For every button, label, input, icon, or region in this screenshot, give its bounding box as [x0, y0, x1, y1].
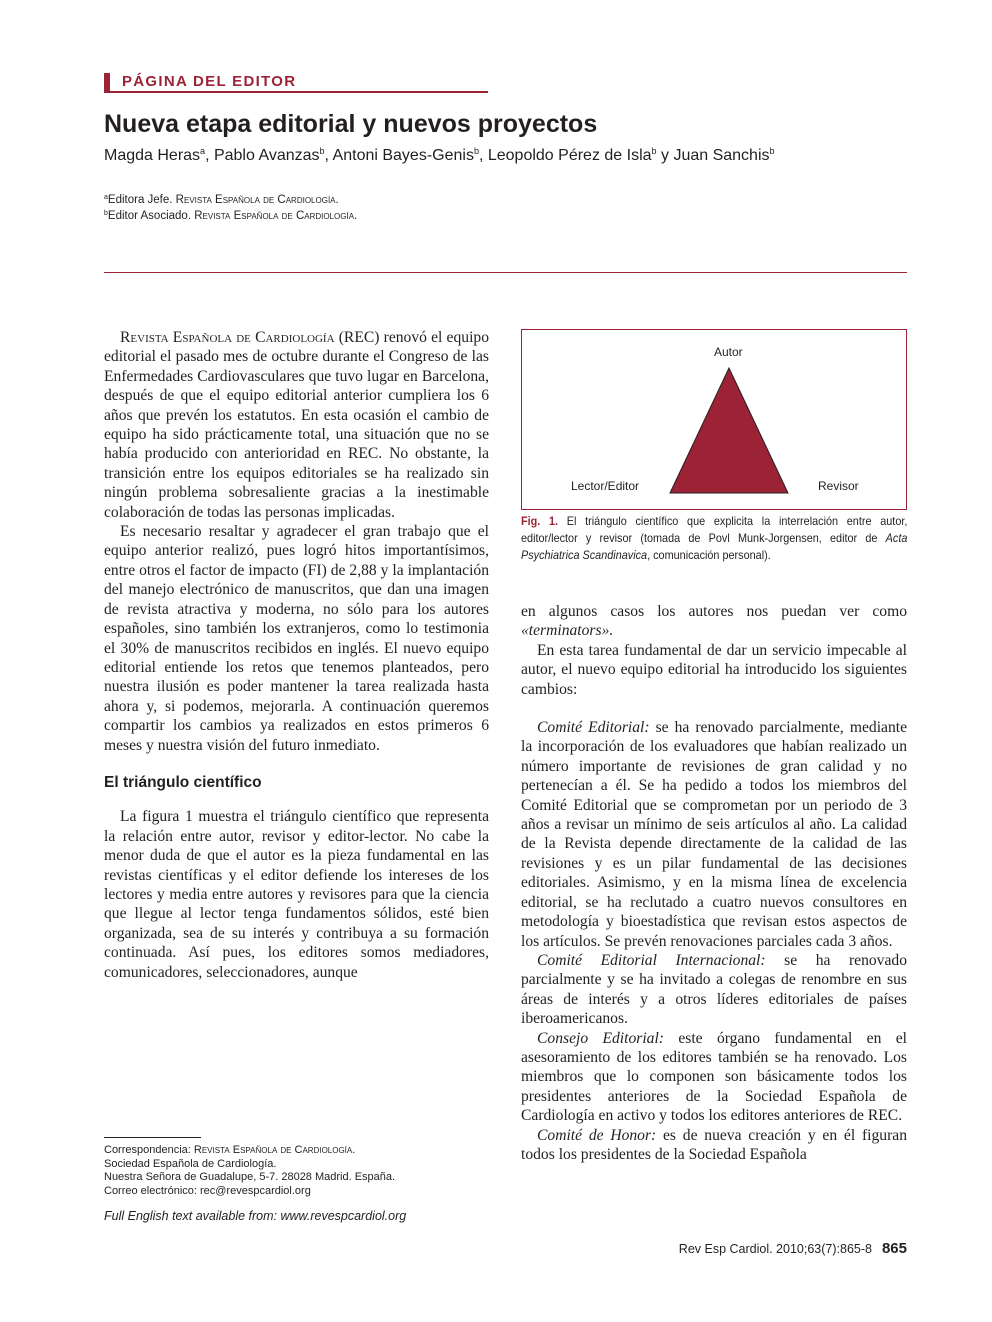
affiliation-role: Editor Asociado. [107, 210, 195, 222]
page-number: 865 [881, 1240, 907, 1257]
author-name: Magda Heras [104, 147, 201, 164]
paragraph: Es necesario resaltar y agradecer el gran trabajo que el equipo anterior realizó, pues logró hitos importantísimos, entre otros el factor de impacto (FI) de 2,88 y la implantación del manejo electrónico de manuscritos, que dan una imagen de revista atractiva y moderna, no sólo para los autores españoles, sino también los extranjeros, como lo testimonia el 30% de manuscritos recibidos en inglés. El nuevo equipo editorial entiende los retos que tenemos planteados, pero nuestra ilusión es poder mantener la tarea realizada hasta ahora y, si podemos, mejorarla. A continuación queremos compartir los cambios ya realizados en estos primeros 6 meses y nuestra visión del futuro inmediato. [104, 523, 489, 754]
figure-box [521, 329, 907, 510]
article-title: Nueva etapa editorial y nuevos proyectos [104, 110, 598, 138]
affiliation-journal: Revista Española de Cardiología. [175, 194, 339, 206]
affiliation-b [104, 210, 357, 222]
paragraph: La figura 1 muestra el triángulo científico que representa la relación entre autor, revisor y editor-lector. No cabe la menor duda de que el autor es la pieza fundamental en las revistas científicas y el editor defiende los intereses de los lectores y media entre autores y revisores para que la ciencia que llegue al lector tenga fundamentos sólidos, esté bien organizada, sea de su interés y contribuya a su formación continuada. Así pues, los editores somos mediadores, comunicadores, seleccionadores, aunque [104, 808, 489, 981]
paragraph-text: es de nueva creación y en él figuran todos los presidentes de la Sociedad Española [521, 1126, 907, 1163]
caption-journal: Acta Psychiatrica Scandinavica [521, 531, 908, 562]
author-sup: b [319, 146, 325, 156]
item-lead: Comité Editorial: [537, 719, 650, 737]
paragraph-text: (REC) renovó el equipo editorial el pasado mes de octubre durante el Congreso de las Enfermedades Cardiovasculares que tuvo lugar en Barcelona, después de que el equipo editorial anterior cumpliera los 6 años que prevén los estatutos. En esta ocasión el cambio de equipo ha sido prácticamente total, una situación que no se había producido con anterioridad en REC. No obstante, la transición entre los equipos editoriales se ha realizado sin ningún problema sobresaliente gracias a la inestimable colaboración de todas las personas implicadas. [104, 329, 489, 521]
header-divider [104, 272, 907, 273]
author-sep: y [656, 147, 674, 164]
footnote-journal: Revista Española de Cardiología. [193, 1144, 356, 1156]
affiliation-sup: a [104, 194, 108, 201]
footnote-prefix: Correspondencia: [104, 1144, 194, 1156]
footnote-line [104, 1144, 395, 1158]
affiliation-role: Editora Jefe. [107, 194, 176, 206]
citation: Rev Esp Cardiol. 2010;63(7):865-8 [678, 1242, 872, 1256]
paragraph [521, 602, 907, 641]
paragraph-text: este órgano fundamental en el asesoramiento de los editores también se ha renovado. Los miembros que lo componen son básicamente todos los presidentes anteriores de la Sociedad Española de Cardiología en activo y todos los editores anteriores de REC. [521, 1029, 907, 1125]
figure-caption [521, 513, 907, 564]
label-lector-editor: Lector/Editor [571, 479, 640, 493]
paragraph [104, 328, 489, 522]
page-footer [679, 1240, 907, 1257]
author-sep: , [205, 147, 214, 164]
author-name: Pablo Avanzas [213, 147, 320, 164]
footnote-line: Nuestra Señora de Guadalupe, 5-7. 28028 Madrid. España. [104, 1171, 396, 1184]
label-revisor: Revisor [818, 479, 859, 493]
item-lead: Comité Editorial Internacional: [537, 951, 766, 969]
paragraph-text: se ha renovado parcialmente y se ha invitado a colegas de renombre en sus áreas de interés y a otros líderes editoriales de países iberoamericanos. [521, 951, 907, 1028]
item-lead: Comité de Honor: [537, 1126, 657, 1144]
author-sup: b [651, 146, 657, 156]
paragraph-text: se ha renovado parcialmente, mediante la incorporación de los evaluadores que habían realizado un número importante de revisiones de gran calidad y no pertenecían a él. Se ha pedido a todos los miembros del Comité Editorial que se comprometan por un periodo de 3 años a revisar un mínimo de seis artículos al año. La calidad de la Revista depende directamente de la calidad de las revisiones y es un pilar fundamental de las decisiones editoriales. Asimismo, y en la misma línea de excelencia editorial, se ha reclutado a cuatro nuevos consultores en metodología y bioestadística que revisan estos aspectos de los artículos. Se prevén renovaciones parciales cada 3 años. [521, 719, 907, 950]
affiliation-sup: b [104, 210, 108, 217]
scientific-triangle [670, 368, 788, 493]
footnote-divider [104, 1137, 201, 1138]
full-text-link[interactable]: Full English text available from: www.revespcardiol.org [104, 1209, 407, 1223]
author-name: Leopoldo Pérez de Isla [487, 147, 652, 164]
author-sup: b [769, 146, 775, 156]
correspondence-footnote [104, 1144, 395, 1198]
italic-term: «terminators». [521, 622, 614, 640]
right-column [521, 602, 907, 1164]
paragraph [521, 718, 907, 951]
caption-label: Fig. 1. [521, 514, 559, 528]
item-lead: Consejo Editorial: [537, 1029, 664, 1047]
author-sep: , [324, 147, 333, 164]
footnote-line: Sociedad Española de Cardiología. [104, 1157, 277, 1170]
caption-end: , comunicación personal). [647, 548, 771, 562]
footnote-line: Correo electrónico: rec@revespcardiol.org [104, 1184, 311, 1197]
left-column [104, 328, 489, 982]
author-list [104, 147, 775, 165]
paragraph [521, 1029, 907, 1126]
journal-name: Revista Española de Cardiología [120, 329, 335, 346]
author-sup: a [200, 146, 206, 156]
author-sep: , [478, 147, 488, 164]
paragraph [521, 1126, 907, 1165]
paragraph: En esta tarea fundamental de dar un servicio impecable al autor, el nuevo equipo editorial ha introducido los siguientes cambios: [521, 641, 907, 698]
label-autor: Autor [714, 345, 743, 359]
author-name: Antoni Bayes-Genis [332, 147, 474, 164]
author-name: Juan Sanchis [673, 147, 770, 164]
section-label [104, 73, 488, 93]
affiliation-journal: Revista Española de Cardiología. [194, 210, 358, 222]
section-label-text: PÁGINA DEL EDITOR [122, 73, 297, 90]
paragraph-text: en algunos casos los autores nos puedan ver como [521, 603, 907, 620]
section-heading: El triángulo científico [104, 773, 262, 791]
paragraph [521, 951, 907, 1029]
affiliation-a [104, 194, 339, 206]
author-sup: b [473, 146, 479, 156]
caption-text: El triángulo científico que explicita la interrelación entre autor, editor/lector y revisor (tomada de Povl Munk-Jorgensen, editor de [521, 514, 908, 545]
